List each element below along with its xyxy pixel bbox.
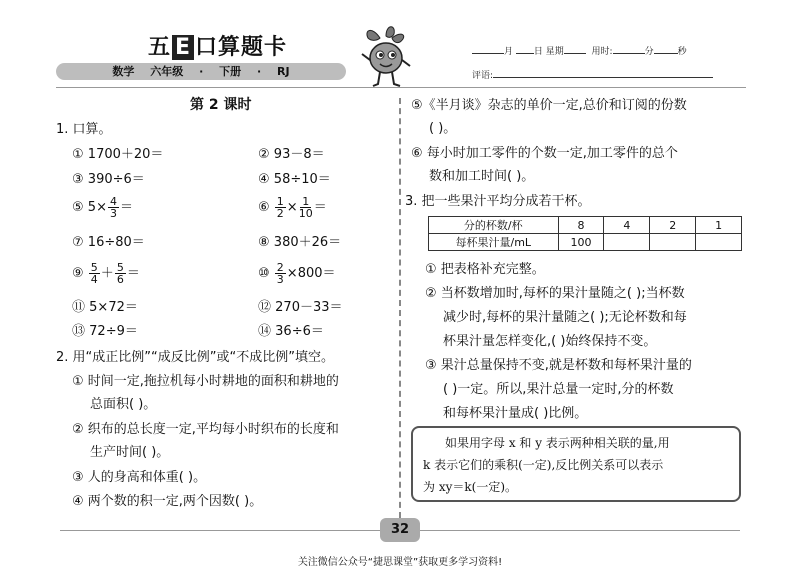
q2-item-6a: ⑥ 每小时加工零件的个数一定,加工零件的总个 <box>411 146 678 161</box>
blank-cell[interactable] <box>604 234 650 251</box>
calc-item-2: ② 93－8＝ <box>258 147 325 162</box>
q2-item-2b[interactable]: 生产时间( )。 <box>90 445 170 460</box>
lesson-title: 第 2 课时 <box>190 97 252 113</box>
grade: 六年级 <box>150 65 184 78</box>
hint-line-3: 为 xy＝k(一定)。 <box>423 480 517 494</box>
juice-table <box>428 216 742 251</box>
hint-box <box>411 426 741 502</box>
term: 下册 <box>219 65 242 78</box>
calc-item-4: ④ 58÷10＝ <box>258 172 331 187</box>
review-blank[interactable] <box>493 70 713 78</box>
q2-item-1a: ① 时间一定,拖拉机每小时耕地的面积和耕地的 <box>72 374 339 389</box>
q3-sub-2a[interactable]: ② 当杯数增加时,每杯的果汁量随之( );当杯数 <box>425 286 685 301</box>
footer-text: 关注微信公众号“捷思课堂”获取更多学习资料! <box>297 557 503 568</box>
weekday-blank[interactable] <box>564 46 586 54</box>
beet-mascot-icon <box>360 24 412 90</box>
subject-bar <box>56 63 346 80</box>
q1-title: 1. 口算。 <box>56 122 112 137</box>
header-divider <box>56 87 746 88</box>
date-line: 月 日 星期 用时: 分 秒 <box>472 44 687 57</box>
calc-item-8: ⑧ 380＋26＝ <box>258 235 342 250</box>
q2-item-2a: ② 织布的总长度一定,平均每小时织布的长度和 <box>72 422 339 437</box>
calc-item-12: ⑫ 270－33＝ <box>258 300 343 315</box>
dot-2: · <box>256 65 262 78</box>
dot-1: · <box>199 65 204 78</box>
brand-suffix: 口算题卡 <box>195 35 288 60</box>
month-blank[interactable] <box>472 46 504 54</box>
day-blank[interactable] <box>516 46 534 54</box>
hint-line-1: 如果用字母 x 和 y 表示两种相关联的量,用 <box>445 436 670 450</box>
q2-item-1b[interactable]: 总面积( )。 <box>90 397 157 412</box>
q2-item-3[interactable]: ③ 人的身高和体重( )。 <box>72 470 207 485</box>
minutes-blank[interactable] <box>613 46 645 54</box>
q3-sub-3b[interactable]: ( )一定。所以,果汁总量一定时,分的杯数 <box>443 382 674 397</box>
edition: RJ <box>277 65 290 78</box>
q2-item-5b[interactable]: ( )。 <box>429 121 457 136</box>
q3-title: 3. 把一些果汁平均分成若干杯。 <box>405 194 591 209</box>
brand-prefix: 五 <box>148 35 172 60</box>
q2-item-5a: ⑤《半月谈》杂志的单价一定,总价和订阅的份数 <box>411 98 687 113</box>
q3-sub-3a: ③ 果汁总量保持不变,就是杯数和每杯果汁量的 <box>425 358 692 373</box>
q2-title: 2. 用“成正比例”“成反比例”或“不成比例”填空。 <box>56 350 334 365</box>
calc-item-14: ⑭ 36÷6＝ <box>258 324 324 339</box>
calc-item-5: ⑤ 5× $\frac{4}{3}$ ＝ <box>72 195 133 220</box>
calc-item-13: ⑬ 72÷9＝ <box>72 324 138 339</box>
calc-item-11: ⑪ 5×72＝ <box>72 300 138 315</box>
column-divider <box>399 98 401 518</box>
q3-sub-1: ① 把表格补充完整。 <box>425 262 545 277</box>
table-row: 分的杯数/杯 8 4 2 1 <box>429 217 742 234</box>
q2-item-6b[interactable]: 数和加工时间( )。 <box>429 169 535 184</box>
q2-item-4[interactable]: ④ 两个数的积一定,两个因数( )。 <box>72 494 263 509</box>
q3-sub-2b[interactable]: 减少时,每杯的果汁量随之( );无论杯数和每 <box>443 310 687 325</box>
brand-e: E <box>172 35 194 60</box>
review-line: 评语: <box>472 68 713 81</box>
calc-item-9: ⑨ $\frac{5}{4}$ ＋ $\frac{5}{6}$ ＝ <box>72 261 140 286</box>
calc-item-7: ⑦ 16÷80＝ <box>72 235 145 250</box>
calc-item-6: ⑥ $\frac{1}{2}$ × $\frac{1}{10}$ ＝ <box>258 195 327 220</box>
calc-item-3: ③ 390÷6＝ <box>72 172 145 187</box>
hint-line-2: k 表示它们的乘积(一定),反比例关系可以表示 <box>423 458 664 472</box>
seconds-blank[interactable] <box>654 46 678 54</box>
page-number: 32 <box>380 518 420 542</box>
blank-cell[interactable] <box>696 234 742 251</box>
brand-title <box>148 30 287 61</box>
blank-cell[interactable] <box>650 234 696 251</box>
subject: 数学 <box>112 65 135 78</box>
q3-sub-3c[interactable]: 和每杯果汁量成( )比例。 <box>443 406 588 421</box>
calc-item-10: ⑩ $\frac{2}{3}$ ×800＝ <box>258 261 336 286</box>
calc-item-1: ① 1700＋20＝ <box>72 147 164 162</box>
table-row: 每杯果汁量/mL 100 <box>429 234 742 251</box>
q3-sub-2c[interactable]: 杯果汁量怎样变化,( )始终保持不变。 <box>443 334 657 349</box>
